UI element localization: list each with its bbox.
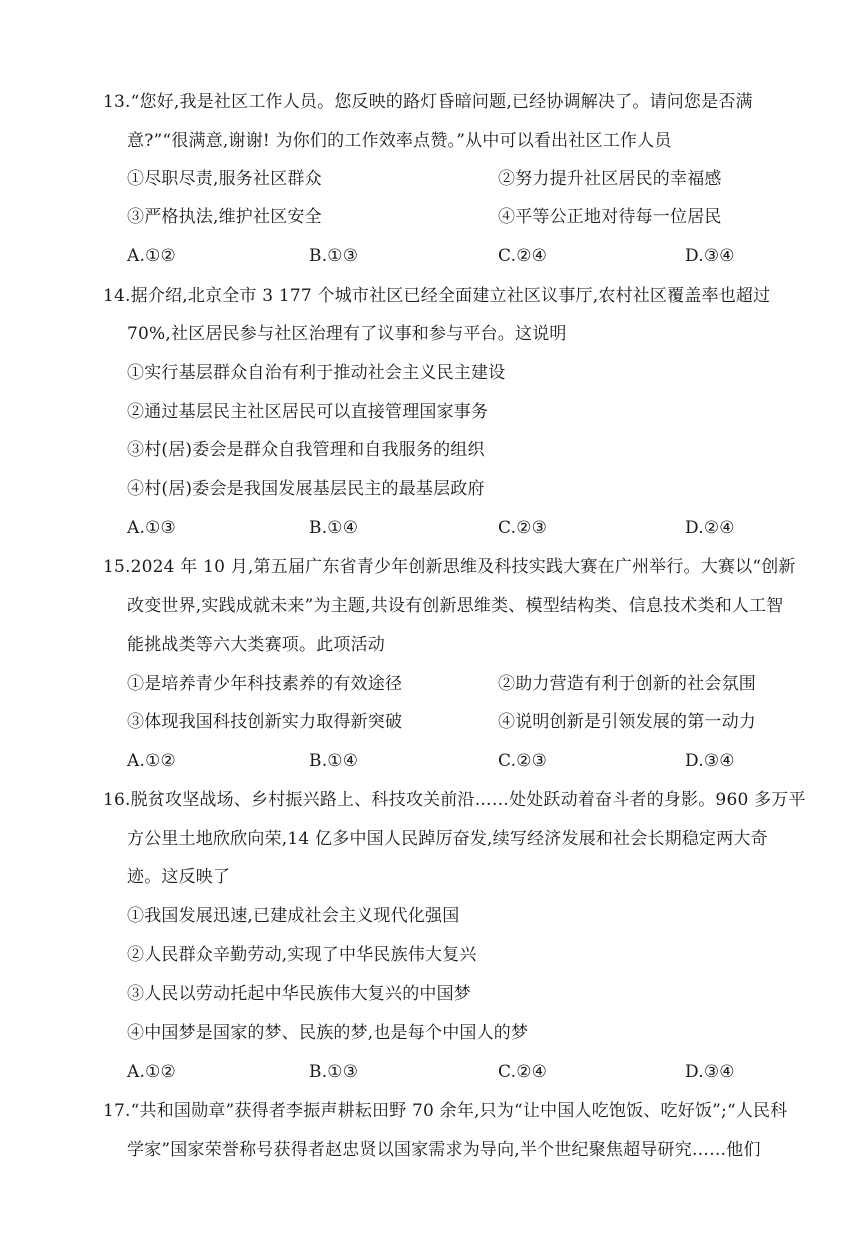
q15-option-2: ②助力营造有利于创新的社会氛围 [498,674,756,694]
q16-option-3: ③人民以劳动托起中华民族伟大复兴的中国梦 [127,984,471,1004]
q15-option-1: ①是培养青少年科技素养的有效途径 [127,674,403,694]
q13-answer-b: B.①③ [309,246,359,266]
q15-stem-line-3: 能挑战类等六大类赛项。此项活动 [127,635,385,655]
q17-stem-line-1: 17.“共和国勋章”获得者李振声耕耘田野 70 余年,只为“让中国人吃饱饭、吃好饭”;“人民科 [103,1101,788,1121]
q16-answer-c: C.②④ [498,1062,548,1082]
q15-answer-a: A.①② [127,751,176,771]
q16-option-4: ④中国梦是国家的梦、民族的梦,也是每个中国人的梦 [127,1023,529,1043]
q13-answer-a: A.①② [127,246,176,266]
q14-answer-b: B.①④ [309,518,359,538]
q15-answer-d: D.③④ [685,751,735,771]
q14-stem-line-1: 14.据介绍,北京全市 3 177 个城市社区已经全面建立社区议事厅,农村社区覆盖率也超过 [103,286,771,306]
q16-answer-d: D.③④ [685,1062,735,1082]
q13-answer-d: D.③④ [685,246,735,266]
q14-option-4: ④村(居)委会是我国发展基层民主的最基层政府 [127,479,485,499]
q16-answer-a: A.①② [127,1062,176,1082]
q14-option-2: ②通过基层民主社区居民可以直接管理国家事务 [127,402,489,422]
q13-option-4: ④平等公正地对待每一位居民 [498,207,722,227]
q16-option-1: ①我国发展迅速,已建成社会主义现代化强国 [127,906,460,926]
q16-stem-line-1: 16.脱贫攻坚战场、乡村振兴路上、科技攻关前沿……处处跃动着奋斗者的身影。960 多万平 [103,790,806,810]
q15-answer-b: B.①④ [309,751,359,771]
q15-option-3: ③体现我国科技创新实力取得新突破 [127,712,403,732]
q16-stem-line-3: 迹。这反映了 [127,867,231,887]
q14-option-3: ③村(居)委会是群众自我管理和自我服务的组织 [127,440,485,460]
q17-stem-line-2: 学家”国家荣誉称号获得者赵忠贤以国家需求为导向,半个世纪聚焦超导研究……他们 [127,1140,761,1160]
q13-answer-c: C.②④ [498,246,548,266]
q15-stem-line-2: 改变世界,实践成就未来”为主题,共设有创新思维类、模型结构类、信息技术类和人工智 [127,596,784,616]
q14-answer-d: D.②④ [685,518,735,538]
q13-stem-line-2: 意?”“很满意,谢谢! 为你们的工作效率点赞。”从中可以看出社区工作人员 [127,131,672,151]
q15-option-4: ④说明创新是引领发展的第一动力 [498,712,756,732]
q14-stem-line-2: 70%,社区居民参与社区治理有了议事和参与平台。这说明 [127,324,567,344]
q16-answer-b: B.①③ [309,1062,359,1082]
q16-stem-line-2: 方公里土地欣欣向荣,14 亿多中国人民踔厉奋发,续写经济发展和社会长期稳定两大奇 [127,829,768,849]
q15-stem-line-1: 15.2024 年 10 月,第五届广东省青少年创新思维及科技实践大赛在广州举行。大赛以“创新 [103,557,796,577]
q13-option-2: ②努力提升社区居民的幸福感 [498,169,722,189]
q13-option-3: ③严格执法,维护社区安全 [127,207,322,227]
q14-option-1: ①实行基层群众自治有利于推动社会主义民主建设 [127,363,506,383]
q13-stem-line-1: 13.“您好,我是社区工作人员。您反映的路灯昏暗问题,已经协调解决了。请问您是否满 [103,92,753,112]
q14-answer-a: A.①③ [127,518,176,538]
q14-answer-c: C.②③ [498,518,548,538]
q13-option-1: ①尽职尽责,服务社区群众 [127,169,322,189]
q16-option-2: ②人民群众辛勤劳动,实现了中华民族伟大复兴 [127,945,477,965]
q15-answer-c: C.②③ [498,751,548,771]
